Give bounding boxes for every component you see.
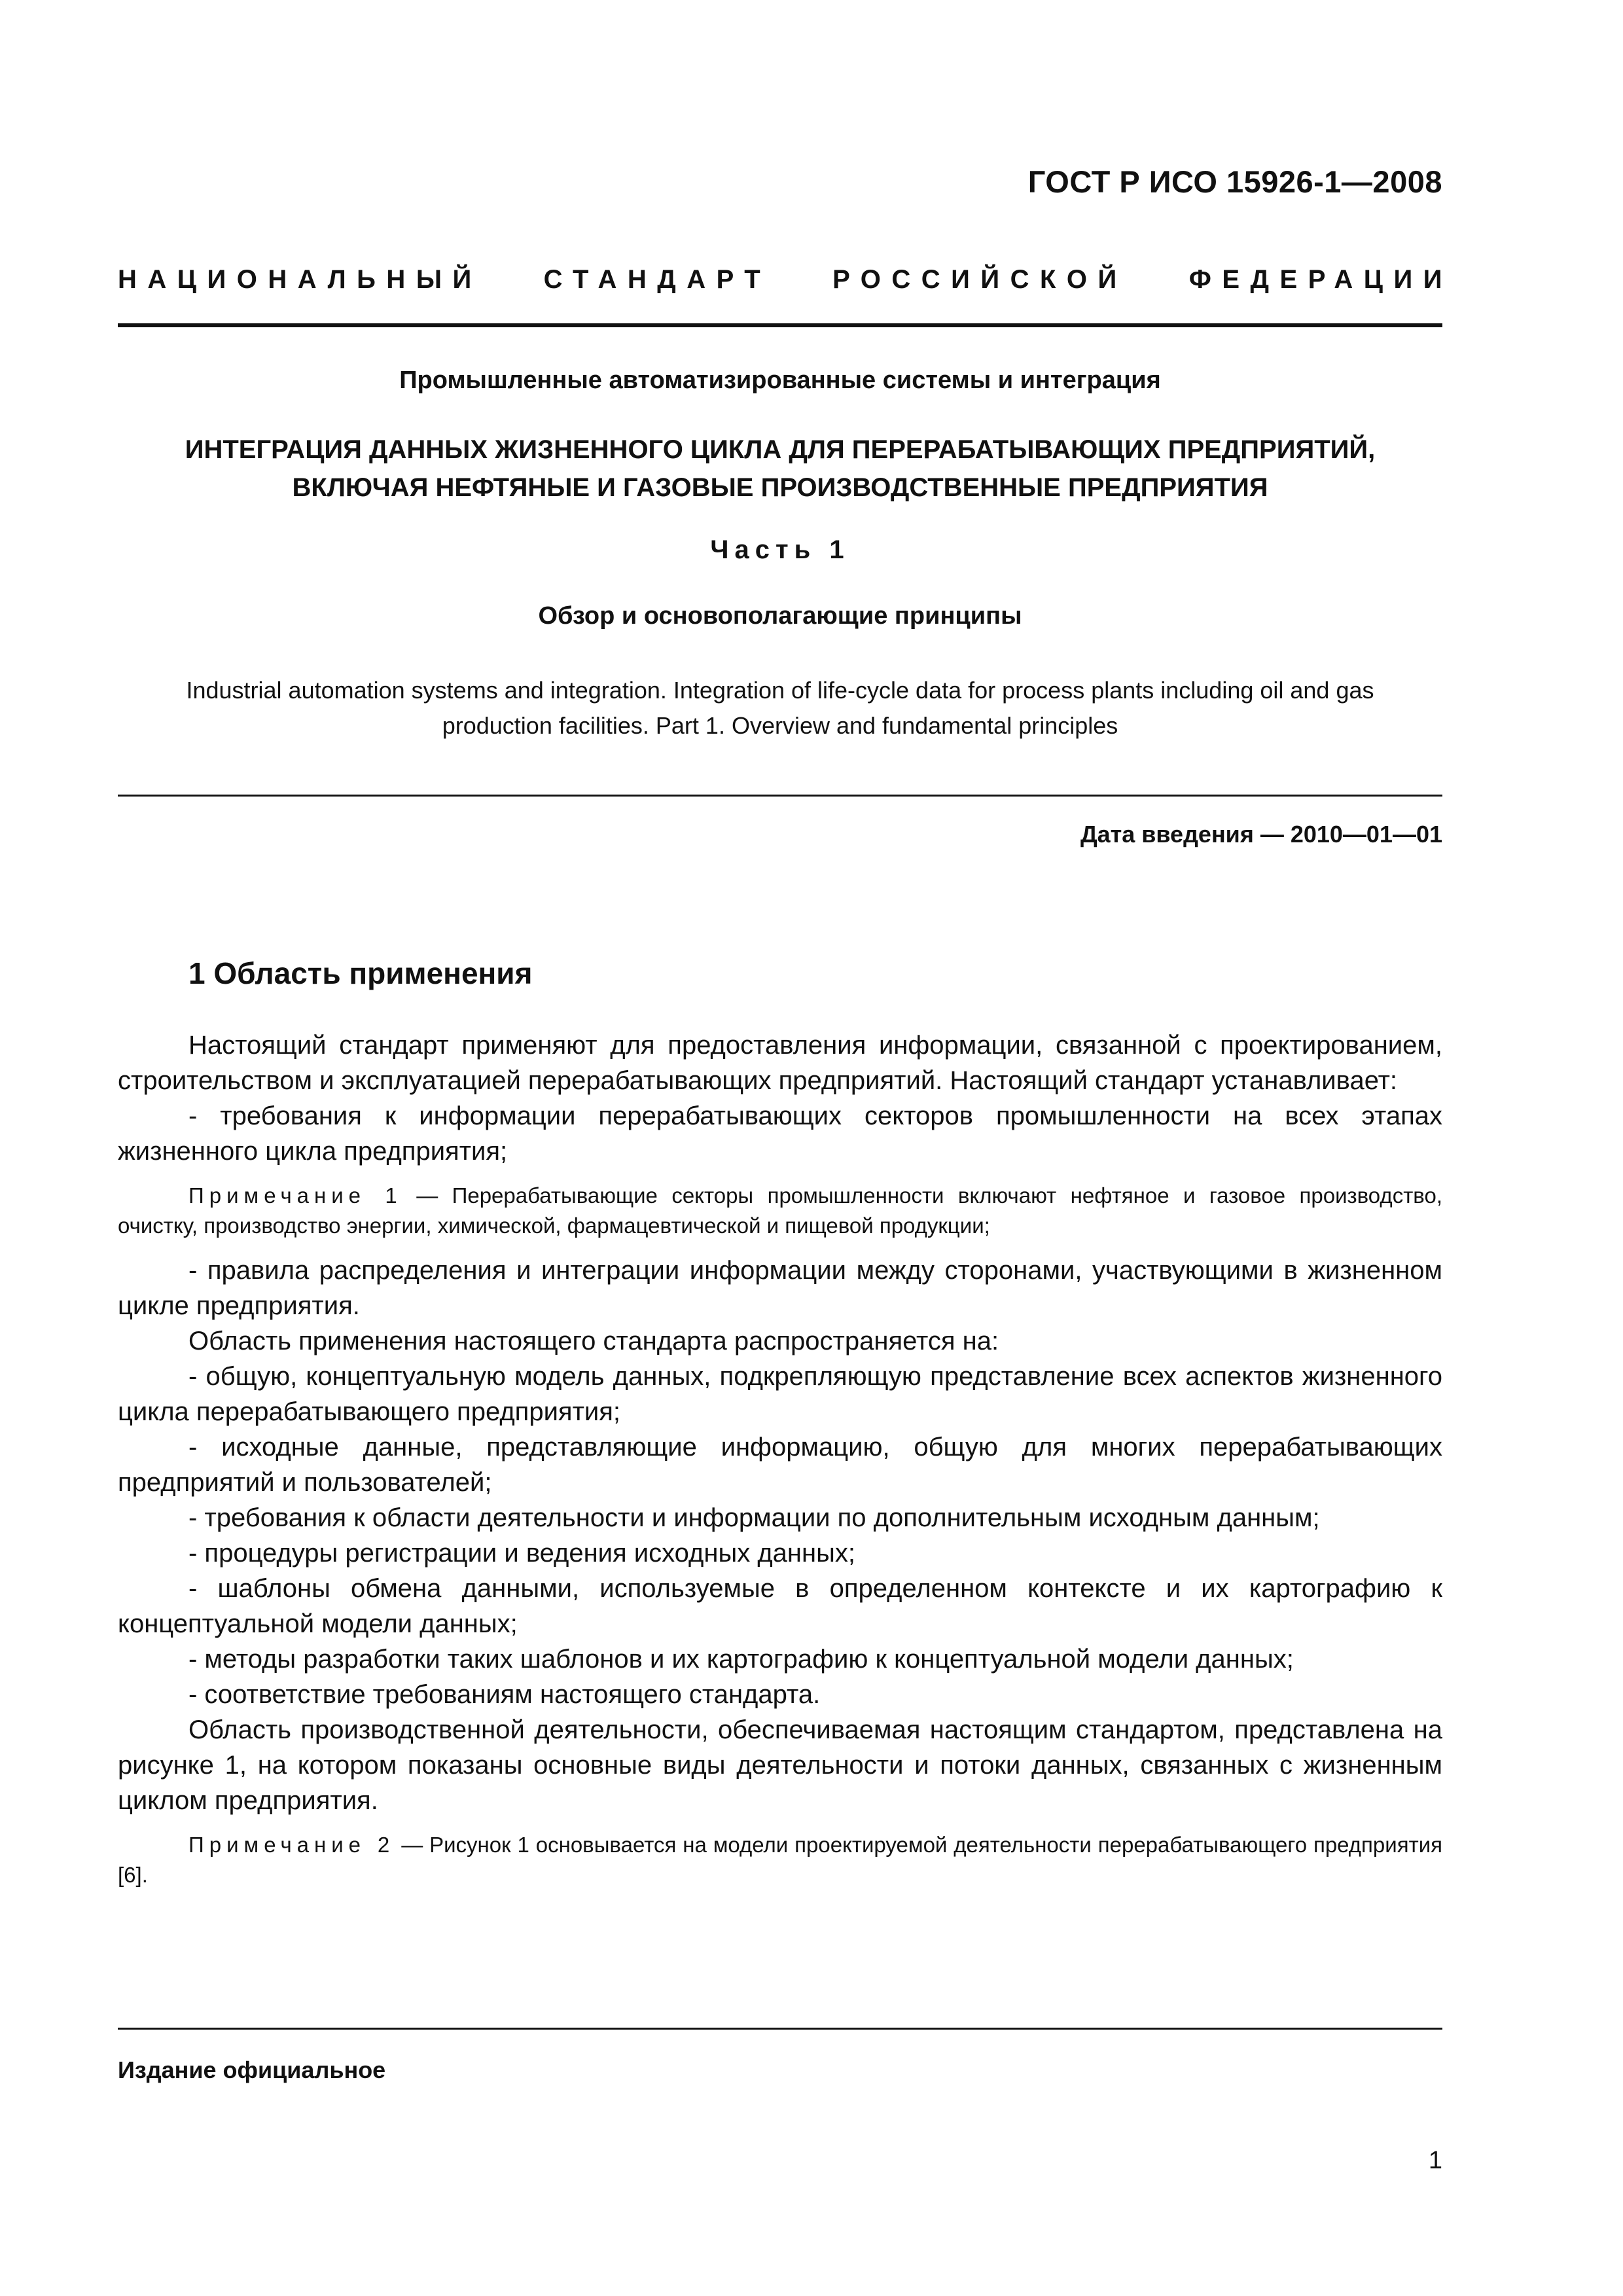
banner-word: НАЦИОНАЛЬНЫЙ	[118, 265, 482, 294]
paragraph: - шаблоны обмена данными, используемые в определенном контексте и их картографию к концептуальной модели данных;	[118, 1574, 1442, 1638]
section-body	[118, 1028, 1442, 1902]
paragraph: - исходные данные, представляющие информацию, общую для многих перерабатывающих предприятий и пользователей;	[118, 1433, 1442, 1497]
note-label: Примечание 1	[188, 1183, 402, 1208]
banner-word: ФЕДЕРАЦИИ	[1188, 265, 1453, 294]
note-label: Примечание 2	[188, 1833, 395, 1857]
english-title-line: production facilities. Part 1. Overview and fundamental principles	[442, 712, 1118, 739]
english-title	[131, 673, 1429, 744]
paragraph: Область применения настоящего стандарта распространяется на:	[188, 1327, 999, 1355]
banner-word: РОССИЙСКОЙ	[832, 265, 1128, 294]
paragraph: - правила распределения и интеграции информации между сторонами, участвующими в жизненном цикле предприятия.	[118, 1256, 1442, 1320]
english-title-line: Industrial automation systems and integration. Integration of life-cycle data for process plants including oil and gas	[186, 677, 1374, 704]
note	[118, 1181, 1442, 1241]
note-text: — Перерабатывающие секторы промышленности включают нефтяное и газовое производство, очистку, производство энергии, химической, фармацевтической и пищевой продукции;	[118, 1183, 1442, 1238]
introduction-date: Дата введения — 2010—01—01	[1080, 821, 1442, 848]
main-title-line: ИНТЕГРАЦИЯ ДАННЫХ ЖИЗНЕННОГО ЦИКЛА ДЛЯ ПЕРЕРАБАТЫВАЮЩИХ ПРЕДПРИЯТИЙ,	[185, 435, 1376, 464]
paragraph: - общую, концептуальную модель данных, подкрепляющую представление всех аспектов жизненного цикла перерабатывающего предприятия;	[118, 1362, 1442, 1426]
national-standard-banner	[118, 265, 1453, 295]
paragraph: Область производственной деятельности, обеспечиваемая настоящим стандартом, представлена на рисунке 1, на котором показаны основные виды деятельности и потоки данных, связанных с жизненным циклом предприятия.	[118, 1715, 1442, 1815]
part-subtitle: Обзор и основополагающие принципы	[538, 602, 1022, 630]
paragraph: - методы разработки таких шаблонов и их картографию к концептуальной модели данных;	[188, 1645, 1294, 1674]
paragraph: - требования к области деятельности и информации по дополнительным исходным данным;	[188, 1503, 1320, 1532]
main-title-line: ВКЛЮЧАЯ НЕФТЯНЫЕ И ГАЗОВЫЕ ПРОИЗВОДСТВЕННЫЕ ПРЕДПРИЯТИЯ	[292, 473, 1268, 502]
paragraph: - требования к информации перерабатывающих секторов промышленности на всех этапах жизненного цикла предприятия;	[118, 1102, 1442, 1166]
paragraph: - процедуры регистрации и ведения исходных данных;	[188, 1539, 855, 1568]
section-heading: 1 Область применения	[188, 956, 533, 990]
note-text: — Рисунок 1 основывается на модели проектируемой деятельности перерабатывающего предприятия [6].	[118, 1833, 1443, 1887]
page-number: 1	[1428, 2147, 1442, 2174]
footer-divider	[118, 2028, 1442, 2030]
standard-number: ГОСТ Р ИСО 15926-1—2008	[1027, 164, 1442, 199]
banner-word: СТАНДАРТ	[543, 265, 772, 294]
document-page	[118, 0, 1453, 2296]
paragraph: - соответствие требованиям настоящего стандарта.	[188, 1680, 821, 1709]
series-title: Промышленные автоматизированные системы и интеграция	[399, 367, 1161, 394]
note	[118, 1830, 1442, 1890]
main-title	[118, 431, 1442, 507]
part-title: Часть 1	[710, 535, 850, 564]
paragraph: Настоящий стандарт применяют для предоставления информации, связанной с проектированием, строительством и эксплуатацией перерабатывающих предприятий. Настоящий стандарт устанавливает:	[118, 1031, 1442, 1095]
title-divider	[118, 795, 1442, 797]
edition-label: Издание официальное	[118, 2056, 386, 2083]
header-divider	[118, 323, 1442, 327]
